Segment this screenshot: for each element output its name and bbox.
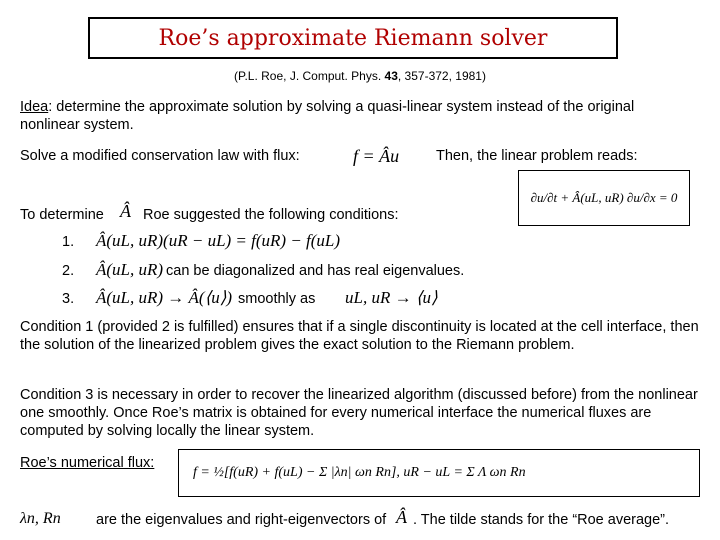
footer-symbols: λn, Rn <box>20 510 61 527</box>
paragraph-2: Condition 3 is necessary in order to recover the linearized algorithm (discussed before) from the nonlinear one smoothly. Once Roe’s matrix is obtained for every numerical interface the numerical fluxes are computed by solving locally the linear system. <box>20 387 698 439</box>
condition-3-text: smoothly as <box>238 291 316 307</box>
condition-1-formula: Â(uL, uR)(uR − uL) = f(uR) − f(uL) <box>96 231 341 250</box>
numerical-flux-formula-box <box>178 449 700 497</box>
flux-formula: f = Âu <box>353 145 400 166</box>
condition-2-number: 2. <box>62 263 75 279</box>
determine-prefix: To determine <box>20 207 104 223</box>
reference <box>0 69 720 83</box>
linear-formula-box <box>518 170 690 226</box>
footer-symbol-2: Â <box>396 507 407 527</box>
page-title: Roe’s approximate Riemann solver <box>158 25 548 51</box>
footer-text-2: . The tilde stands for the “Roe average”. <box>413 512 670 528</box>
footer-text-1: are the eigenvalues and right-eigenvectors of <box>96 512 387 528</box>
reference-volume: 43 <box>384 69 398 83</box>
condition-3-formula2: uL, uR → ⟨u⟩ <box>345 288 438 307</box>
condition-2-text: can be diagonalized and has real eigenvalues. <box>166 263 465 279</box>
paragraph-1: Condition 1 (provided 2 is fulfilled) ensures that if a single discontinuity is located at the cell interface, then the solution of the linearized problem gives the exact solution to the Riemann problem. <box>20 319 699 353</box>
determine-suffix: Roe suggested the following conditions: <box>143 207 399 223</box>
idea-text: : determine the approximate solution by solving a quasi-linear system instead of the original nonlinear system. <box>20 99 635 133</box>
title-box <box>88 17 618 59</box>
condition-2-formula: Â(uL, uR) <box>96 260 164 279</box>
condition-1-number: 1. <box>62 234 75 250</box>
condition-3-formula: Â(uL, uR) → Â(⟨u⟩) <box>96 288 233 307</box>
numerical-flux-label: Roe’s numerical flux: <box>20 455 155 471</box>
idea-paragraph <box>20 98 680 134</box>
linear-formula: ∂u/∂t + Â(uL, uR) ∂u/∂x = 0 <box>530 190 678 205</box>
a-hat-symbol: Â <box>120 201 131 221</box>
idea-label: Idea <box>20 99 49 115</box>
numerical-flux-formula: f = ½[f(uR) + f(uL) − Σ |λn| ωn Rn], uR − uL = Σ Λ ωn Rn <box>193 465 526 480</box>
flux-sentence: Solve a modified conservation law with flux: <box>20 148 300 164</box>
linear-sentence: Then, the linear problem reads: <box>436 148 638 164</box>
reference-suffix: , 357-372, 1981) <box>397 69 486 83</box>
reference-prefix: (P.L. Roe, J. Comput. Phys. <box>234 69 385 83</box>
condition-3-number: 3. <box>62 291 75 307</box>
